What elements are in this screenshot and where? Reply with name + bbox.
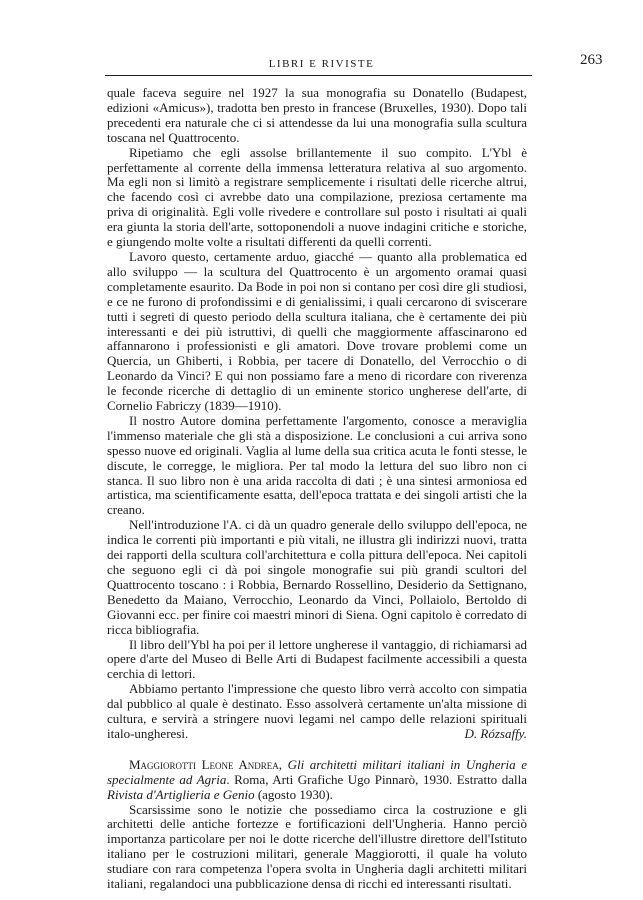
header-rule bbox=[105, 75, 532, 76]
review-2-citation: Maggiorotti Leone Andrea, Gli architetti militari italiani in Ungheria e specialmente ad Agria. Roma, Arti Grafiche Ugo Pinnarò, 1930. Estratto dalla Rivista d'Artiglieria e Genio (agosto 1930). bbox=[107, 756, 528, 802]
review-2-journal: Rivista d'Artiglieria e Genio bbox=[107, 786, 255, 802]
paragraph-1: quale faceva seguire nel 1927 la sua monografia su Donatello (Budapest, edizioni «Amicus»), tradotta ben presto in francese (Bruxelles, 1930). Dopo tali precedenti era naturale che ci si attendesse da lui una monografia sulla scultura toscana nel Quattrocento. bbox=[107, 85, 527, 145]
page-number: 263 bbox=[580, 52, 603, 68]
paragraph-5: Nell'introduzione l'A. ci dà un quadro generale dello sviluppo dell'epoca, ne indica le correnti più importanti e più vitali, ne illustra gli indirizzi nuovi, tratta dei rapporti della scultura coll'architettura e colla pittura dell'epoca. Nei capitoli che seguono egli ci dà poi singole monografie sui più grandi scultori del Quattrocento toscano : i Robbia, Bernardo Rossellino, Desiderio da Settignano, Benedetto da Maiano, Verrocchio, Leonardo da Vinci, Pollaiolo, Bertoldo di Giovanni ecc. per finire coi maestri minori di Siena. Ogni capitolo è corredato di ricca bibliografia. bbox=[107, 517, 527, 637]
paragraph-7: Abbiamo pertanto l'impressione che questo libro verrà accolto con simpatia dal pubblico al quale è destinato. Esso assolverà certamente un'alta missione di cultura, e servirà a stringere nuovi legami nel campo delle relazioni spirituali italo-ungheresi. bbox=[107, 681, 527, 741]
section-gap bbox=[107, 742, 527, 758]
paragraph-6: Il libro dell'Ybl ha poi per il lettore ungherese il vantaggio, di richiamarsi ad opere d'arte del Museo di Belle Arti di Budapest facilmente accessibili a questa cerchia di lettori. bbox=[107, 636, 527, 682]
text-column bbox=[107, 86, 527, 892]
review-signature: D. Rózsaffy. bbox=[464, 725, 527, 741]
paragraph-4: Il nostro Autore domina perfettamente l'argomento, conosce a meraviglia l'immenso materiale che gli stà a disposizione. Le conclusioni a cui arriva sono spesso nuove ed originali. Vaglia al lume della sua critica acuta le fonti stesse, le discute, le corregge, le migliora. Per tal modo la lettura del suo libro non ci stanca. Il suo libro non è una arida raccolta di dati ; è una sintesi armoniosa ed artistica, ma scientificamente esatta, dell'epoca trattata e dei singoli artisti che la creano. bbox=[107, 412, 527, 518]
review-2-title: Gli architetti militari italiani in Ungheria e specialmente ad Agria bbox=[107, 756, 528, 787]
review-2-publication: . Roma, Arti Grafiche Ugo Pinnarò, 1930. Estratto dalla bbox=[226, 771, 527, 787]
review-2-body: Scarsissime sono le notizie che possediamo circa la costruzione e gli architetti delle antiche fortezze e fortificazioni dell'Ungheria. Hanno perciò importanza particolare per noi le dotte ricerche dell'illustre direttore dell'Istituto italiano per le costruzioni militari, generale Maggiorotti, il quale ha voluto studiare con rara competenza l'opera svolta in Ungheria dagli architetti militari italiani, regalandoci una pubblicazione densa di ricchi ed interessanti risultati. bbox=[107, 801, 527, 892]
review-2-date: (agosto 1930). bbox=[254, 786, 333, 802]
paragraph-2: Ripetiamo che egli assolse brillantemente il suo compito. L'Ybl è perfettamente al corrente della immensa letteratura relativa al suo argomento. Ma egli non si limitò a registrare semplicemente i risultati delle ricerche altrui, che facendo così ci avrebbe dato una compilazione, preziosa certamente ma priva di originalità. Egli volle rivedere e controllare sul posto i risultati ai quali era giunta la storia dell'arte, sottoponendoli a nuove indagini critiche e storiche, e giungendo molte volte a risultati differenti da quelli correnti. bbox=[107, 144, 527, 250]
running-title: LIBRI E RIVISTE bbox=[268, 58, 375, 70]
review-2-author: Maggiorotti Leone Andrea bbox=[129, 756, 279, 772]
paragraph-3: Lavoro questo, certamente arduo, giacché — quanto alla problematica ed allo sviluppo — la scultura del Quattrocento è un argomento oramai quasi completamente esaurito. Da Bode in poi non si contano per così dire gli studiosi, e ce ne furono di profondissimi e di genialissimi, i quali cercarono di sviscerare tutti i segreti di questo periodo della scultura italiana, che è certamente dei più interessanti e dei più istruttivi, di quelli che maggiormente affascinarono ed affannarono i professionisti e gli amatori. Dove trovare problemi come un Quercia, un Ghiberti, i Robbia, per tacere di Donatello, del Verrocchio o di Leonardo da Vinci? E qui non possiamo fare a meno di ricordare con riverenza le feconde ricerche di dettaglio di un eminente storico ungherese dell'arte, di Cornelio Fabriczy (1839—1910). bbox=[107, 248, 527, 414]
